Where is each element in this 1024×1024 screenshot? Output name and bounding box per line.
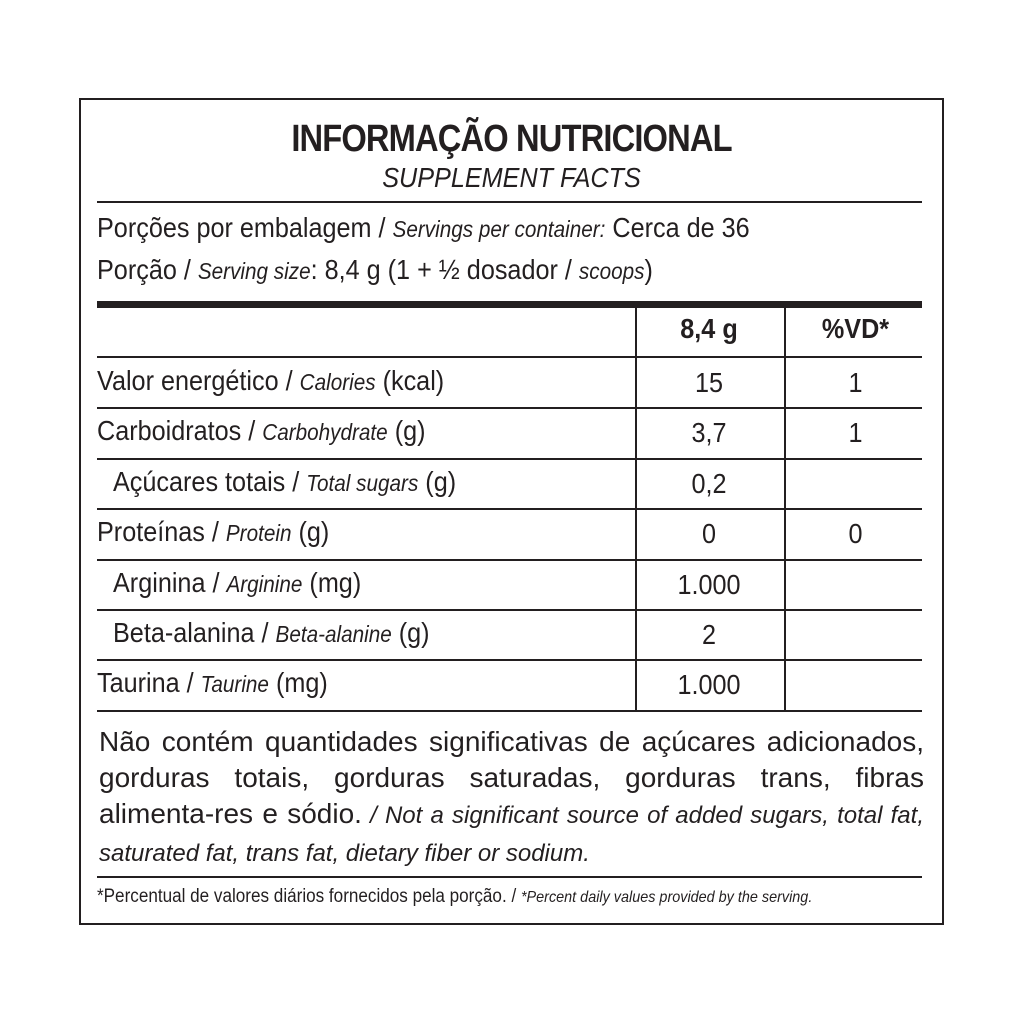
note-pt: Não contém quantidades significativas de açúcares adicionados, gorduras totais, gorduras saturadas, gorduras trans, fibras alimenta-res e sódio. <box>99 726 924 829</box>
divider <box>97 201 922 203</box>
serving-size-en: Serving size <box>197 258 311 284</box>
not-significant-note <box>99 724 924 872</box>
nutrient-amount: 15 <box>694 367 724 398</box>
nutrient-unit: (g) <box>387 415 426 447</box>
nutrient-name-pt: Beta-alanina / <box>113 617 276 648</box>
nutrient-unit: (g) <box>391 617 430 648</box>
nutrient-name-en: Taurine <box>200 671 269 698</box>
nutrient-unit: (kcal) <box>375 365 445 396</box>
thick-divider <box>97 301 922 308</box>
table-bottom-divider <box>97 710 922 712</box>
nutrient-name-pt: Valor energético / <box>97 365 300 396</box>
nutrient-daily-value: 1 <box>848 417 863 449</box>
nutrient-name-en: Beta-alanine <box>275 621 392 647</box>
table-row <box>97 358 922 408</box>
nutrient-name-en: Total sugars <box>306 469 419 496</box>
nutrient-amount: 1.000 <box>677 669 741 701</box>
panel-title: INFORMAÇÃO NUTRICIONAL <box>291 118 732 160</box>
table-header-row <box>97 308 922 358</box>
table-row <box>97 610 922 660</box>
serving-size-value: : 8,4 g (1 + ½ dosador / <box>310 254 579 285</box>
servings-per-container-value: Cerca de 36 <box>605 212 750 243</box>
nutrient-name <box>113 567 361 599</box>
footnote-pt: *Percentual de valores diários fornecidos pela porção. / <box>97 886 521 907</box>
serving-size <box>97 254 653 286</box>
serving-size-pt: Porção / <box>97 254 198 285</box>
table-row <box>97 660 922 710</box>
panel-subtitle: SUPPLEMENT FACTS <box>382 162 641 193</box>
nutrient-amount: 0 <box>701 518 717 550</box>
nutrient-unit: (mg) <box>302 566 362 598</box>
nutrient-amount: 0,2 <box>691 467 727 499</box>
table-row <box>97 459 922 509</box>
nutrient-amount: 1.000 <box>677 568 741 600</box>
nutrient-name <box>97 516 329 548</box>
nutrient-name-en: Protein <box>225 520 292 547</box>
nutrient-name-pt: Açúcares totais / <box>113 465 307 497</box>
servings-per-container-pt: Porções por embalagem / <box>97 212 393 243</box>
column-header-daily-value: %VD* <box>821 313 890 344</box>
serving-size-close: ) <box>644 254 653 285</box>
nutrient-amount: 3,7 <box>691 417 727 449</box>
nutrient-name-pt: Carboidratos / <box>97 415 263 447</box>
nutrient-amount: 2 <box>701 619 717 650</box>
nutrient-daily-value: 0 <box>848 518 863 550</box>
nutrient-daily-value: 1 <box>848 367 863 398</box>
nutrient-name-pt: Taurina / <box>97 667 201 699</box>
footnote-divider <box>97 876 922 878</box>
column-divider-daily-value <box>784 308 786 710</box>
nutrition-facts-panel <box>79 98 944 925</box>
nutrient-unit: (mg) <box>268 667 328 699</box>
nutrient-unit: (g) <box>291 516 330 548</box>
nutrient-name-en: Carbohydrate <box>262 419 388 446</box>
nutrient-name <box>97 667 328 699</box>
nutrient-name-pt: Proteínas / <box>97 516 226 548</box>
nutrient-name-en: Calories <box>299 369 376 395</box>
table-row <box>97 509 922 559</box>
nutrient-name-en: Arginine <box>226 570 303 597</box>
nutrient-unit: (g) <box>418 465 457 497</box>
note-en: / Not a significant source of added sugars, total fat, saturated fat, trans fat, dietary fiber or sodium. <box>99 802 924 867</box>
nutrient-name <box>97 415 426 447</box>
nutrient-name <box>97 365 444 397</box>
column-divider-amount <box>635 308 637 710</box>
table-row <box>97 408 922 458</box>
footnote-en: *Percent daily values provided by the serving. <box>520 889 813 906</box>
footnote <box>97 886 812 908</box>
nutrient-name <box>113 466 456 498</box>
servings-per-container <box>97 212 750 244</box>
nutrient-name-pt: Arginina / <box>113 566 227 598</box>
nutrient-name <box>113 617 430 649</box>
table-row <box>97 560 922 610</box>
column-header-amount: 8,4 g <box>680 313 738 344</box>
serving-size-scoops: scoops <box>578 258 645 284</box>
servings-per-container-en: Servings per container: <box>392 216 606 242</box>
